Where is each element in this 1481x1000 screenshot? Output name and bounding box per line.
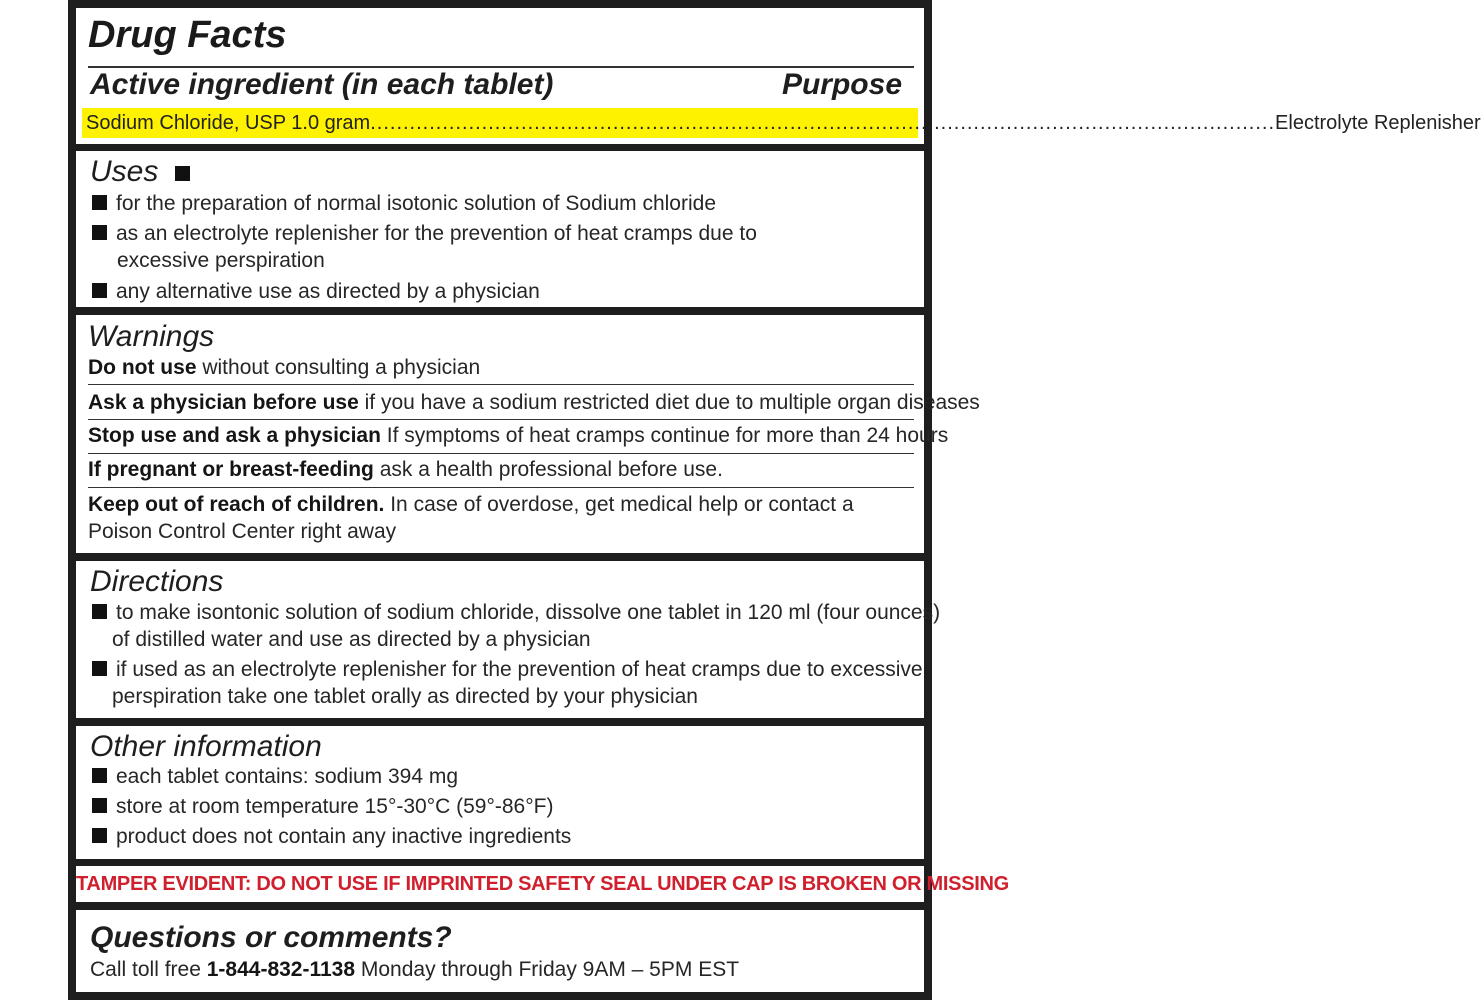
warning-text: If symptoms of heat cramps continue for more than 24 hours xyxy=(386,424,949,447)
questions-heading: Questions or comments? xyxy=(90,921,452,954)
directions-item-continued: of distilled water and use as directed by a physician xyxy=(112,628,591,651)
warning-text: if you have a sodium restricted diet due to multiple organ diseases xyxy=(364,391,980,414)
tamper-warning: TAMPER EVIDENT: DO NOT USE IF IMPRINTED SAFETY SEAL UNDER CAP IS BROKEN OR MISSING xyxy=(76,873,1009,895)
directions-item xyxy=(92,602,940,623)
warning-label: Stop use and ask a physician xyxy=(88,424,381,447)
warning-keep-out-continued: Poison Control Center right away xyxy=(88,520,397,543)
other-info-section xyxy=(76,726,924,859)
warning-label: Keep out of reach of children. xyxy=(88,493,385,516)
warning-stop-use xyxy=(88,425,948,446)
drug-facts-title: Drug Facts xyxy=(88,14,287,56)
bullet-square-icon xyxy=(92,768,107,783)
warnings-section xyxy=(76,315,980,553)
other-info-text: each tablet contains: sodium 394 mg xyxy=(116,765,459,788)
uses-item xyxy=(92,223,757,244)
leader-dots: .......................................................................................................................................... xyxy=(370,111,1276,134)
bullet-square-icon xyxy=(92,225,107,240)
directions-section xyxy=(76,561,941,718)
other-info-text: product does not contain any inactive ingredients xyxy=(116,825,572,848)
bullet-square-icon xyxy=(92,604,107,619)
other-info-heading: Other information xyxy=(90,730,322,763)
other-info-item xyxy=(92,796,553,817)
warning-text: without consulting a physician xyxy=(202,356,481,379)
divider xyxy=(88,453,914,454)
warnings-heading: Warnings xyxy=(88,320,215,353)
warning-text: In case of overdose, get medical help or contact a xyxy=(390,493,854,516)
warning-keep-out xyxy=(88,494,854,515)
uses-section xyxy=(76,151,924,307)
uses-item xyxy=(92,281,540,302)
active-ingredient-heading: Active ingredient (in each tablet) xyxy=(90,68,554,101)
divider xyxy=(88,487,914,488)
bullet-square-icon xyxy=(92,283,107,298)
directions-item xyxy=(92,659,923,680)
warning-pregnant xyxy=(88,459,723,480)
uses-item-text: as an electrolyte replenisher for the prevention of heat cramps due to xyxy=(116,222,757,245)
other-info-text: store at room temperature 15°-30°C (59°-86°F) xyxy=(116,795,554,818)
purpose-heading: Purpose xyxy=(781,68,902,101)
uses-heading-row xyxy=(90,157,199,187)
warning-do-not-use xyxy=(88,357,480,378)
tamper-section xyxy=(76,866,1009,902)
other-info-item xyxy=(92,826,571,847)
warning-ask-physician xyxy=(88,392,980,413)
uses-heading: Uses xyxy=(90,155,159,188)
ingredient-purpose: Electrolyte Replenisher xyxy=(1275,111,1481,134)
questions-section xyxy=(76,910,924,992)
bullet-square-icon xyxy=(92,661,107,676)
contact-prefix: Call toll free xyxy=(90,958,201,981)
uses-item-continued: excessive perspiration xyxy=(117,249,325,272)
bullet-square-icon xyxy=(92,798,107,813)
directions-heading: Directions xyxy=(90,565,224,598)
directions-item-text: if used as an electrolyte replenisher for the prevention of heat cramps due to excessive xyxy=(116,658,923,681)
warning-label: Do not use xyxy=(88,356,197,379)
directions-item-text: to make isontonic solution of sodium chloride, dissolve one tablet in 120 ml (four ounces) xyxy=(116,601,941,624)
warning-label: If pregnant or breast-feeding xyxy=(88,458,374,481)
bullet-square-icon xyxy=(92,828,107,843)
divider xyxy=(88,419,914,420)
contact-hours: Monday through Friday 9AM – 5PM EST xyxy=(360,958,740,981)
directions-item-continued: perspiration take one tablet orally as directed by your physician xyxy=(112,685,698,708)
phone-number[interactable]: 1-844-832-1138 xyxy=(206,958,356,981)
divider xyxy=(88,384,914,385)
bullet-square-icon xyxy=(175,166,190,181)
uses-item-text: any alternative use as directed by a physician xyxy=(116,280,540,303)
warning-text: ask a health professional before use. xyxy=(379,458,723,481)
ingredient-row xyxy=(82,108,1481,138)
ingredient-name: Sodium Chloride, USP 1.0 gram xyxy=(86,111,371,134)
other-info-item xyxy=(92,766,458,787)
bullet-square-icon xyxy=(92,195,107,210)
warning-label: Ask a physician before use xyxy=(88,391,359,414)
contact-line xyxy=(90,959,739,980)
uses-item-text: for the preparation of normal isotonic solution of Sodium chloride xyxy=(116,192,716,215)
uses-item xyxy=(92,193,716,214)
drug-facts-section xyxy=(76,8,1481,144)
